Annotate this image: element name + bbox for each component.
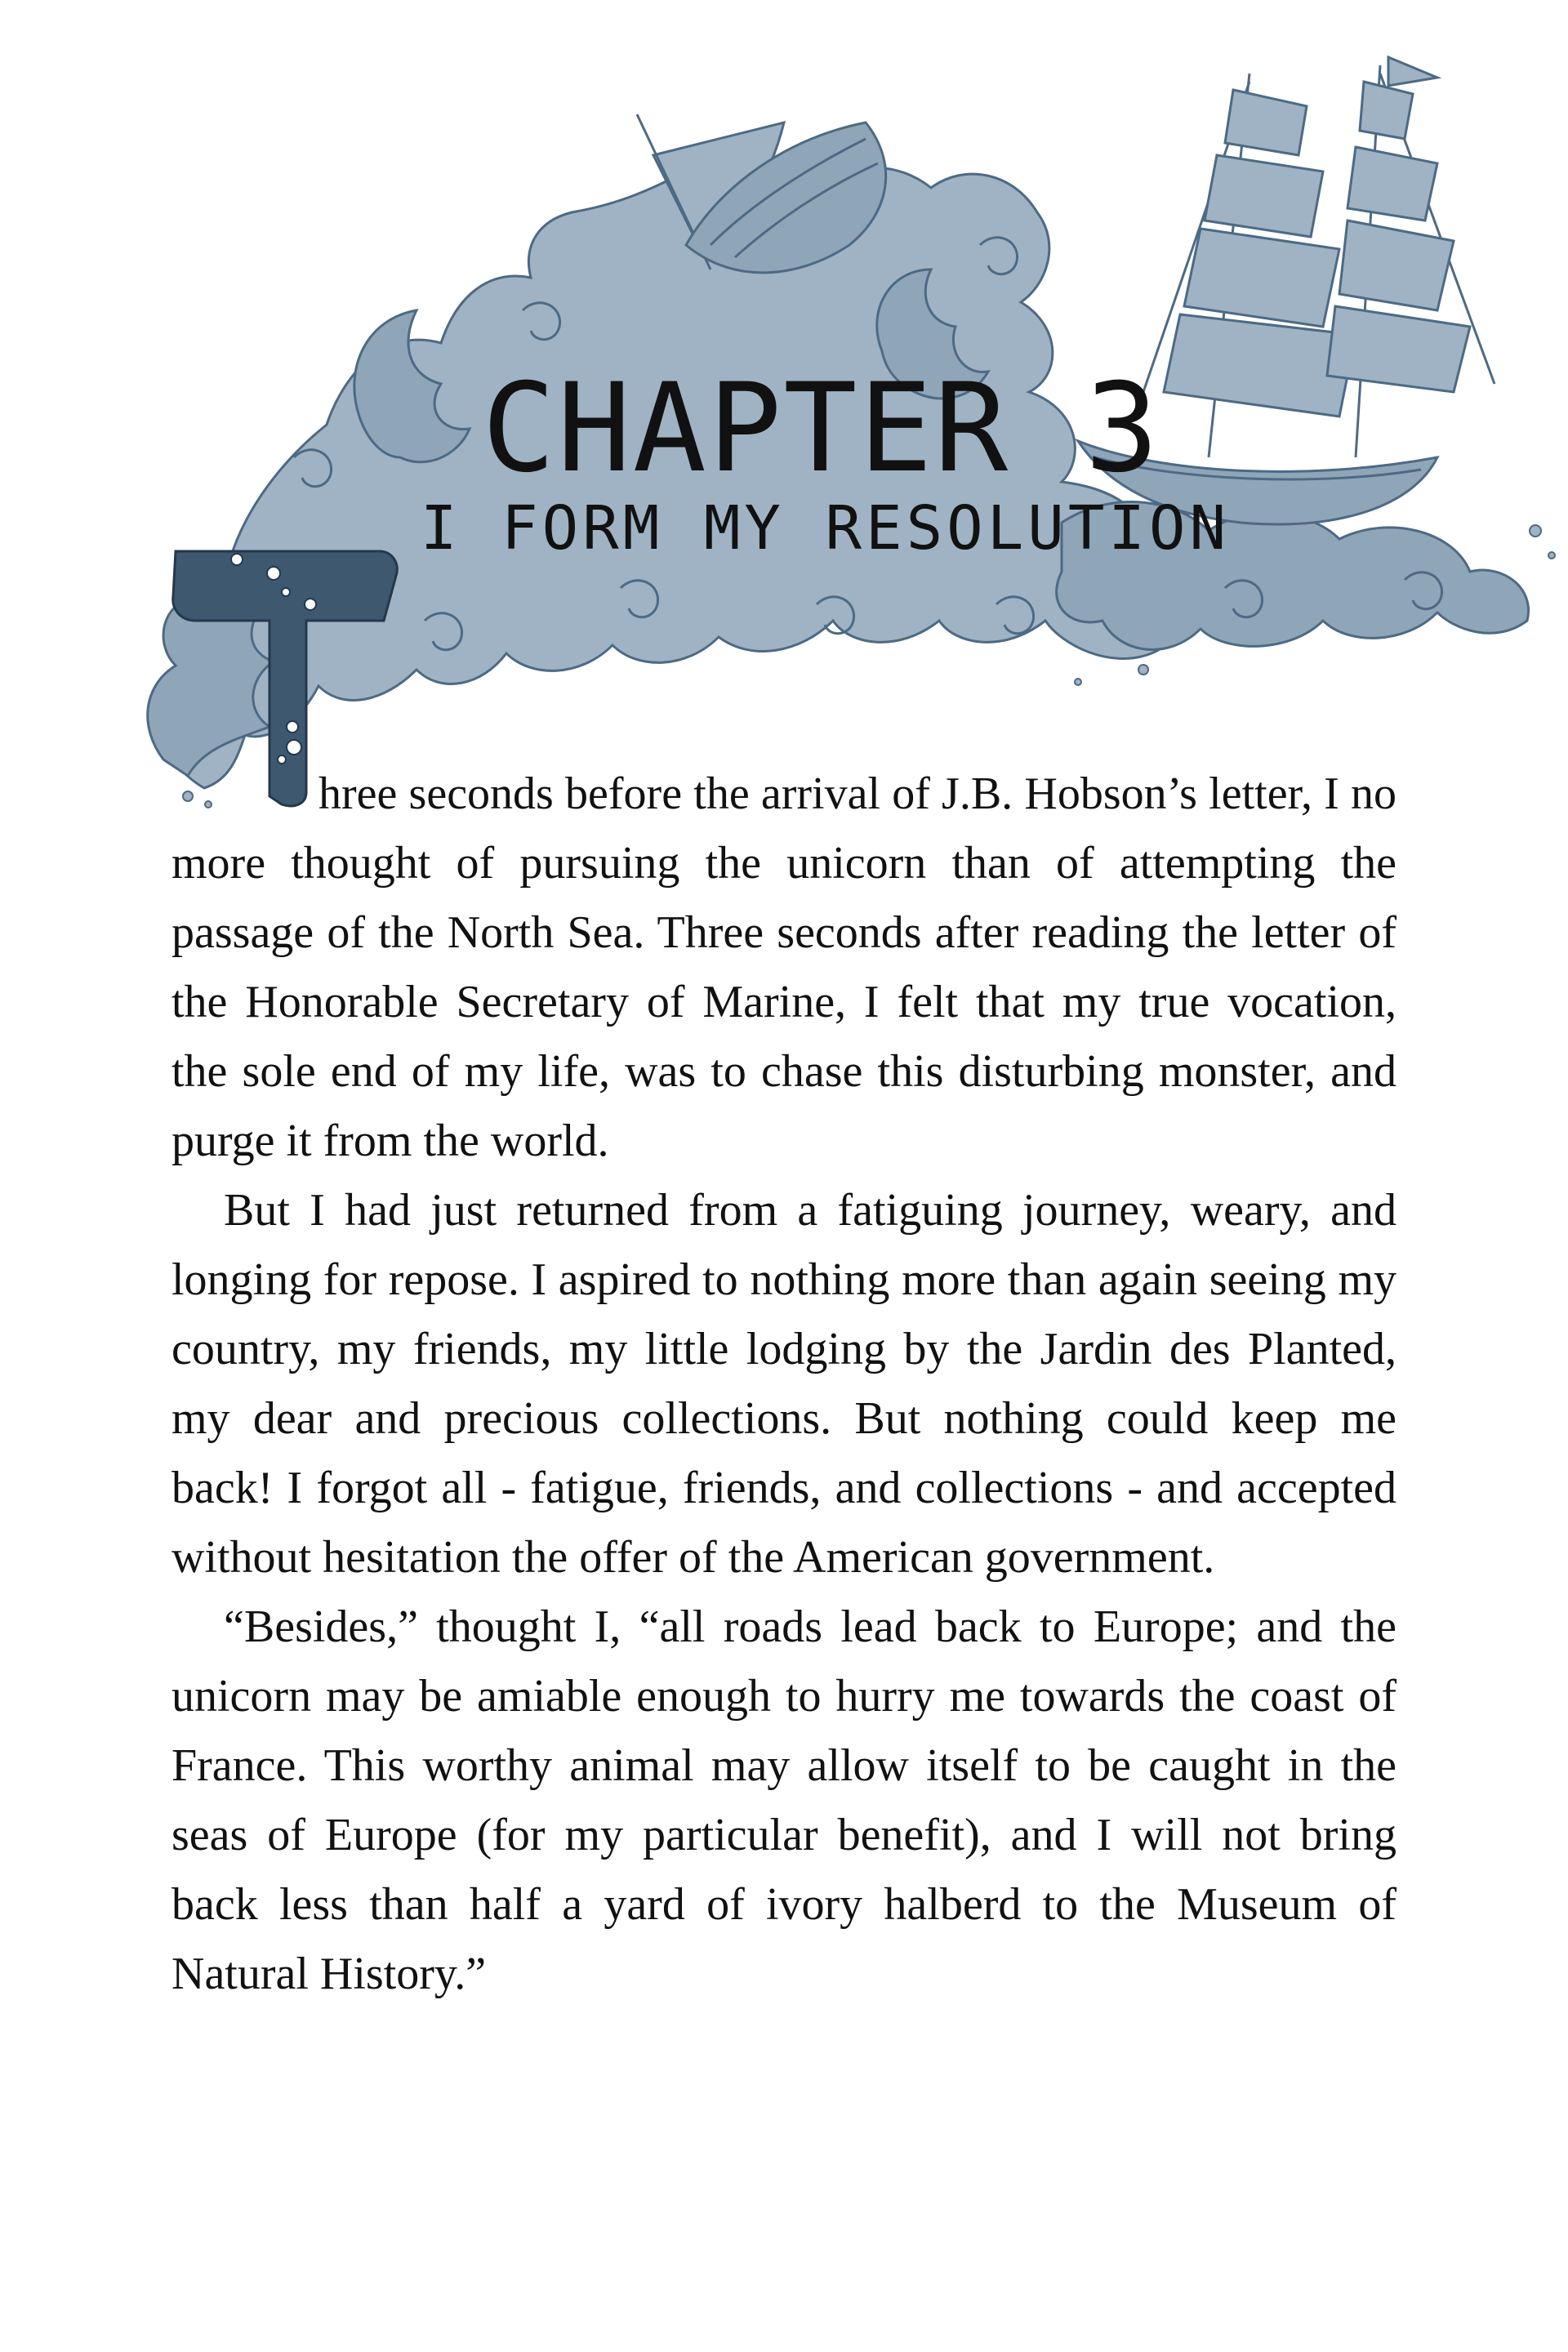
- paragraph-2: But I had just returned from a fatiguing journey, weary, and longing for repose. I aspired to nothing more than again seeing my country, my friends, my little lodging by the Jardin des Planted, my dear and precious collections. But nothing could keep me back! I forgot all - fatigue, friends, and collections - and accepted without hesitation the offer of the American government.: [172, 1185, 1396, 1583]
- chapter-title: CHAPTER 3: [482, 358, 1160, 500]
- chapter-subtitle: I FORM MY RESOLUTION: [421, 493, 1231, 564]
- paragraph-3: “Besides,” thought I, “all roads lead back to Europe; and the unicorn may be amiable enough to hurry me towards the coast of France. This worthy animal may allow itself to be caught in the seas of Europe (for my particular benefit), and I will not bring back less than half a yard of ivory halberd to the Museum of Natural History.”: [172, 1601, 1396, 1999]
- paragraph-1: hree seconds before the arrival of J.B. Hobson’s letter, I no more thought of pursuing the unicorn than of attempting the passage of the North Sea. Three seconds after reading the letter of the Honorable Secretary of Marine, I felt that my true vocation, the sole end of my life, was to chase this disturbing monster, and purge it from the world.: [172, 768, 1396, 1166]
- chapter-body: [172, 760, 1396, 2009]
